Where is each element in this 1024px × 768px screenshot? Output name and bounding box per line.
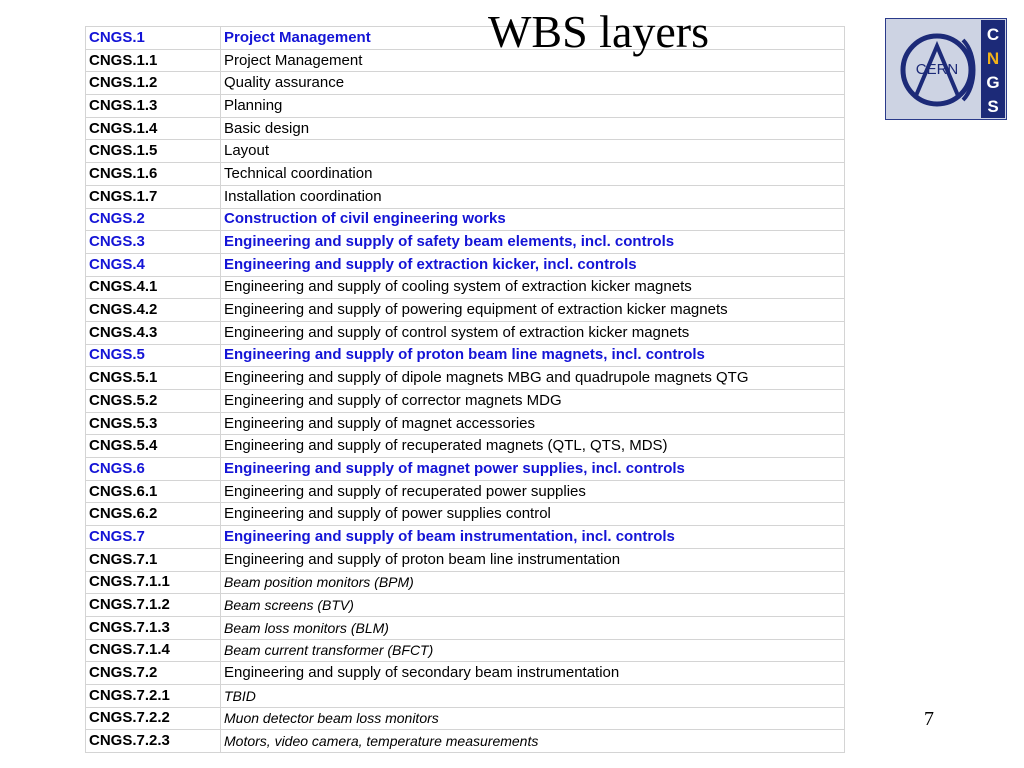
wbs-description-cell: Installation coordination	[221, 185, 845, 208]
wbs-row	[86, 321, 845, 344]
logo-letter-g: G	[986, 73, 1000, 92]
wbs-row	[86, 299, 845, 322]
wbs-description-cell: Motors, video camera, temperature measurements	[221, 730, 845, 753]
wbs-code-cell: CNGS.7.1.4	[86, 639, 221, 662]
wbs-description-cell: Beam position monitors (BPM)	[221, 571, 845, 594]
wbs-code-cell: CNGS.3	[86, 231, 221, 254]
wbs-row	[86, 707, 845, 730]
wbs-table	[85, 26, 845, 753]
wbs-description-cell: Engineering and supply of power supplies control	[221, 503, 845, 526]
wbs-description-cell: Quality assurance	[221, 72, 845, 95]
wbs-code-cell: CNGS.1.2	[86, 72, 221, 95]
wbs-code-cell: CNGS.7.1.3	[86, 616, 221, 639]
wbs-code-cell: CNGS.7.2.3	[86, 730, 221, 753]
wbs-description-cell: Planning	[221, 95, 845, 118]
wbs-description-cell: Muon detector beam loss monitors	[221, 707, 845, 730]
wbs-description-cell: Engineering and supply of magnet accessories	[221, 412, 845, 435]
wbs-code-cell: CNGS.5.4	[86, 435, 221, 458]
wbs-description-cell: Engineering and supply of magnet power supplies, incl. controls	[221, 458, 845, 481]
wbs-row	[86, 662, 845, 685]
wbs-description-cell: Beam screens (BTV)	[221, 594, 845, 617]
wbs-row	[86, 367, 845, 390]
wbs-code-cell: CNGS.7.2	[86, 662, 221, 685]
wbs-row	[86, 253, 845, 276]
wbs-code-cell: CNGS.6.1	[86, 480, 221, 503]
wbs-description-cell: Layout	[221, 140, 845, 163]
wbs-row	[86, 344, 845, 367]
wbs-description-cell: Engineering and supply of corrector magnets MDG	[221, 390, 845, 413]
wbs-row	[86, 594, 845, 617]
wbs-code-cell: CNGS.6	[86, 458, 221, 481]
wbs-code-cell: CNGS.5.2	[86, 390, 221, 413]
cern-cngs-logo	[885, 18, 1007, 120]
wbs-code-cell: CNGS.1.3	[86, 95, 221, 118]
wbs-code-cell: CNGS.1.4	[86, 117, 221, 140]
wbs-row	[86, 526, 845, 549]
wbs-row	[86, 163, 845, 186]
wbs-description-cell: Beam current transformer (BFCT)	[221, 639, 845, 662]
wbs-row	[86, 390, 845, 413]
wbs-row	[86, 72, 845, 95]
wbs-row	[86, 140, 845, 163]
logo-letter-n: N	[986, 49, 1000, 68]
slide-title: WBS layers	[488, 6, 710, 57]
wbs-code-cell: CNGS.7.2.2	[86, 707, 221, 730]
wbs-description-cell: Engineering and supply of proton beam line magnets, incl. controls	[221, 344, 845, 367]
wbs-row	[86, 231, 845, 254]
page-number: 7	[924, 708, 934, 730]
wbs-description-cell: Project Management	[221, 27, 845, 50]
wbs-row	[86, 49, 845, 72]
wbs-description-cell: Construction of civil engineering works	[221, 208, 845, 231]
wbs-row	[86, 616, 845, 639]
wbs-code-cell: CNGS.1.7	[86, 185, 221, 208]
wbs-code-cell: CNGS.1.5	[86, 140, 221, 163]
logo-text-cern: CERN	[915, 61, 959, 78]
wbs-code-cell: CNGS.4	[86, 253, 221, 276]
wbs-row	[86, 548, 845, 571]
wbs-code-cell: CNGS.7	[86, 526, 221, 549]
wbs-description-cell: Engineering and supply of recuperated magnets (QTL, QTS, MDS)	[221, 435, 845, 458]
wbs-description-cell: Engineering and supply of extraction kicker, incl. controls	[221, 253, 845, 276]
wbs-description-cell: TBID	[221, 684, 845, 707]
wbs-description-cell: Engineering and supply of dipole magnets MBG and quadrupole magnets QTG	[221, 367, 845, 390]
wbs-code-cell: CNGS.7.2.1	[86, 684, 221, 707]
wbs-description-cell: Engineering and supply of cooling system of extraction kicker magnets	[221, 276, 845, 299]
wbs-row	[86, 95, 845, 118]
logo-letter-c: C	[986, 25, 1000, 44]
wbs-code-cell: CNGS.7.1.1	[86, 571, 221, 594]
wbs-description-cell: Project Management	[221, 49, 845, 72]
wbs-description-cell: Engineering and supply of powering equipment of extraction kicker magnets	[221, 299, 845, 322]
wbs-description-cell: Engineering and supply of proton beam line instrumentation	[221, 548, 845, 571]
wbs-row	[86, 185, 845, 208]
wbs-code-cell: CNGS.7.1	[86, 548, 221, 571]
wbs-code-cell: CNGS.1	[86, 27, 221, 50]
wbs-code-cell: CNGS.4.3	[86, 321, 221, 344]
wbs-description-cell: Engineering and supply of recuperated power supplies	[221, 480, 845, 503]
wbs-code-cell: CNGS.1.6	[86, 163, 221, 186]
wbs-code-cell: CNGS.4.2	[86, 299, 221, 322]
wbs-description-cell: Engineering and supply of control system of extraction kicker magnets	[221, 321, 845, 344]
wbs-row	[86, 27, 845, 50]
wbs-row	[86, 480, 845, 503]
wbs-row	[86, 276, 845, 299]
wbs-code-cell: CNGS.5.3	[86, 412, 221, 435]
wbs-row	[86, 684, 845, 707]
wbs-code-cell: CNGS.4.1	[86, 276, 221, 299]
wbs-row	[86, 412, 845, 435]
wbs-description-cell: Beam loss monitors (BLM)	[221, 616, 845, 639]
wbs-code-cell: CNGS.5.1	[86, 367, 221, 390]
wbs-code-cell: CNGS.1.1	[86, 49, 221, 72]
wbs-code-cell: CNGS.7.1.2	[86, 594, 221, 617]
logo-letter-s: S	[987, 97, 999, 116]
wbs-description-cell: Engineering and supply of safety beam elements, incl. controls	[221, 231, 845, 254]
wbs-description-cell: Engineering and supply of secondary beam instrumentation	[221, 662, 845, 685]
wbs-row	[86, 458, 845, 481]
wbs-row	[86, 730, 845, 753]
wbs-description-cell: Technical coordination	[221, 163, 845, 186]
wbs-description-cell: Engineering and supply of beam instrumentation, incl. controls	[221, 526, 845, 549]
wbs-row	[86, 639, 845, 662]
wbs-row	[86, 435, 845, 458]
wbs-row	[86, 503, 845, 526]
wbs-description-cell: Basic design	[221, 117, 845, 140]
wbs-code-cell: CNGS.2	[86, 208, 221, 231]
wbs-row	[86, 208, 845, 231]
wbs-code-cell: CNGS.5	[86, 344, 221, 367]
wbs-code-cell: CNGS.6.2	[86, 503, 221, 526]
wbs-table-body	[86, 27, 845, 753]
wbs-row	[86, 571, 845, 594]
wbs-row	[86, 117, 845, 140]
